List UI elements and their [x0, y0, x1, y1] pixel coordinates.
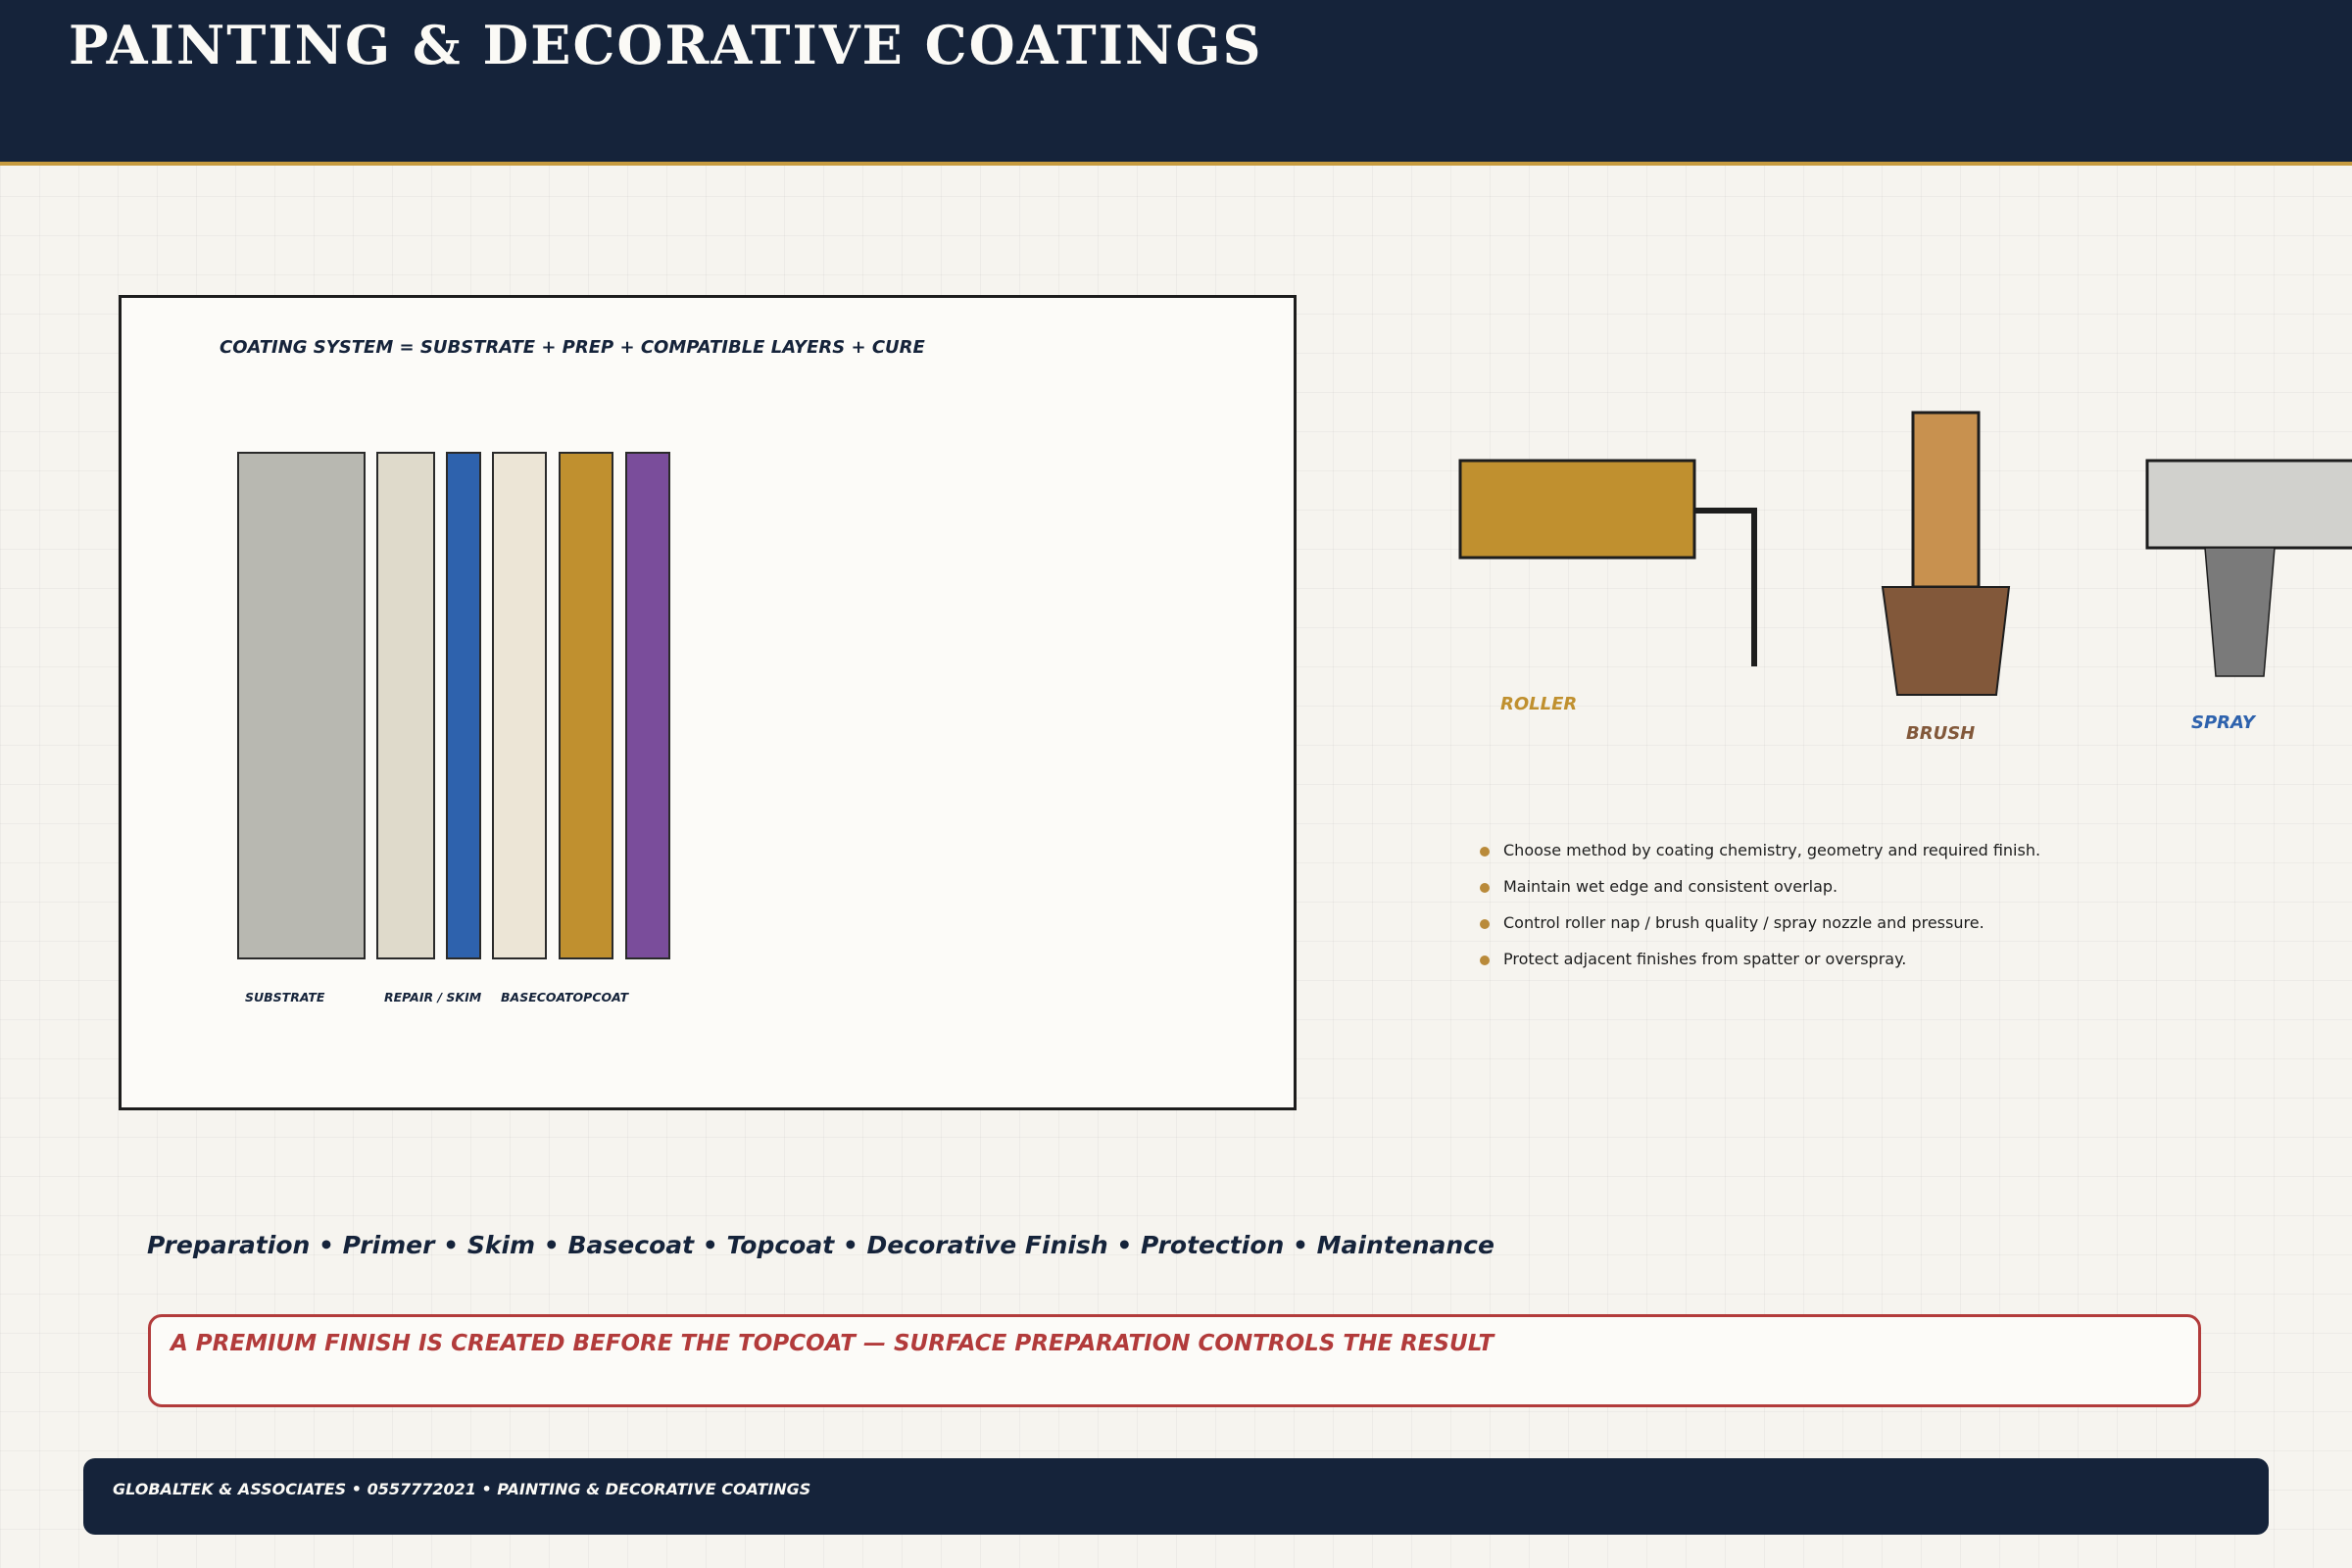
tip-text: Choose method by coating chemistry, geometry and required finish.: [1503, 841, 2041, 859]
page-header: [0, 0, 2352, 166]
layer-basecoat: [492, 452, 547, 959]
layer-decorative: [625, 452, 670, 959]
spray-label: SPRAY: [2191, 712, 2255, 733]
bullet-dot-icon: [1480, 883, 1490, 893]
layer-label-repair-skim: REPAIR / SKIM: [384, 990, 482, 1004]
list-item: [1480, 841, 2040, 877]
tip-text: Control roller nap / brush quality / spray nozzle and pressure.: [1503, 913, 1984, 932]
tip-text: Maintain wet edge and consistent overlap.: [1503, 877, 1838, 896]
layer-substrate: [237, 452, 366, 959]
roller-icon: [1455, 456, 1769, 671]
layer-repair-skim: [376, 452, 435, 959]
page-title: PAINTING & DECORATIVE COATINGS: [69, 14, 1263, 76]
roller-label: ROLLER: [1500, 694, 1578, 714]
layer-label-basecoat: BASECOAT: [501, 990, 573, 1004]
coating-system-caption: COATING SYSTEM = SUBSTRATE + PREP + COMPATIBLE LAYERS + CURE: [220, 337, 925, 358]
brush-icon: [1877, 407, 2014, 701]
bullet-dot-icon: [1480, 956, 1490, 965]
bullet-dot-icon: [1480, 919, 1490, 929]
key-message-text: A PREMIUM FINISH IS CREATED BEFORE THE TOPCOAT — SURFACE PREPARATION CONTROLS THE RESULT: [171, 1331, 1494, 1356]
page-footer: [83, 1458, 2269, 1535]
process-sequence: Preparation • Primer • Skim • Basecoat • Topcoat • Decorative Finish • Protection • Maintenance: [147, 1231, 1494, 1259]
layer-topcoat: [559, 452, 613, 959]
brush-label: BRUSH: [1906, 723, 1976, 744]
tip-text: Protect adjacent finishes from spatter or overspray.: [1503, 950, 1907, 968]
bullet-dot-icon: [1480, 847, 1490, 857]
list-item: [1480, 950, 2040, 986]
layer-primer: [446, 452, 481, 959]
coating-system-panel: [119, 295, 1297, 1110]
layer-label-topcoat: TOPCOAT: [564, 990, 629, 1004]
key-message-callout: [148, 1314, 2201, 1407]
spray-gun-icon: [2141, 456, 2352, 681]
footer-text: GLOBALTEK & ASSOCIATES • 0557772021 • PAINTING & DECORATIVE COATINGS: [113, 1480, 811, 1498]
layer-label-substrate: SUBSTRATE: [245, 990, 325, 1004]
application-tips-list: [1480, 841, 2040, 986]
list-item: [1480, 877, 2040, 913]
list-item: [1480, 913, 2040, 950]
